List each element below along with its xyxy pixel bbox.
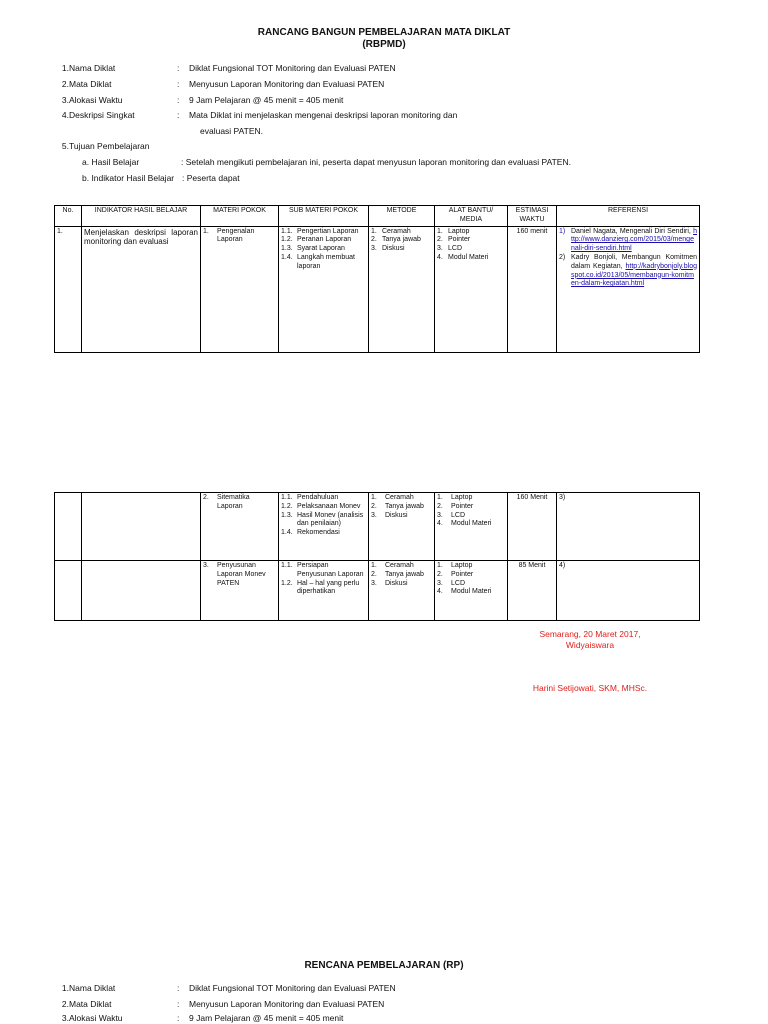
document-title: RANCANG BANGUN PEMBELAJARAN MATA DIKLAT xyxy=(257,27,511,38)
header-materi-pokok: MATERI POKOK xyxy=(201,206,279,227)
rbpmd-table xyxy=(54,205,700,353)
cell-estimasi-waktu: 160 Menit xyxy=(508,493,557,561)
rbpmd-table-continued xyxy=(54,492,700,621)
cell-no xyxy=(55,561,82,621)
cell-indikator xyxy=(82,561,201,621)
table-header-row xyxy=(55,206,700,227)
cell-no: 1. xyxy=(55,226,82,352)
deskripsi-continuation: evaluasi PATEN. xyxy=(200,126,263,136)
header-sub-materi: SUB MATERI POKOK xyxy=(279,206,369,227)
cell-estimasi-waktu: 85 Menit xyxy=(508,561,557,621)
reference-1-link[interactable]: http://www.danzierg.com/2015/03/mengenali-diri-sendiri.html xyxy=(571,227,698,253)
cell-estimasi-waktu: 160 menit xyxy=(508,226,557,352)
table-row xyxy=(55,561,700,621)
cell-sub-materi: 1.1. Pendahuluan 1.2. Pelaksanaan Monev 1.3. Hasil Monev (analisis dan penilaian) 1.4. Rekomendasi xyxy=(279,493,369,561)
header-no: No. xyxy=(55,206,82,227)
header-metode: METODE xyxy=(369,206,435,227)
reference-2-link[interactable]: http://kadrybonjoly.blogspot.co.id/2013/05/membangun-komitmen-dalam-kegiatan.html xyxy=(571,262,697,288)
cell-referensi xyxy=(557,226,700,352)
header-alat-bantu: ALAT BANTU/ MEDIA xyxy=(435,206,508,227)
reference-2: 2) Kadry Bonjoli, Membangun Komitmen dalam Kegiatan, http://kadrybonjoly.blogspot.co.id/2013/05/membangun-komitmen-dalam-kegiatan.html xyxy=(559,253,697,288)
cell-sub-materi: 1.1. Persiapan Penyusunan Laporan 1.2. Hal – hal yang perlu diperhatikan xyxy=(279,561,369,621)
cell-metode: 1. Ceramah 2. Tanya jawab 3. Diskusi xyxy=(369,493,435,561)
table-row xyxy=(55,226,700,352)
cell-indikator: Menjelaskan deskripsi laporan monitoring dan evaluasi xyxy=(82,226,201,352)
cell-referensi: 3) xyxy=(557,493,700,561)
signature-role: Widyaiswara xyxy=(565,640,615,650)
cell-indikator xyxy=(82,493,201,561)
table-row xyxy=(55,493,700,561)
rp-title: RENCANA PEMBELAJARAN (RP) xyxy=(304,960,464,971)
document-subtitle: (RBPMD) xyxy=(362,39,406,50)
signature-name: Harini Setijowati, SKM, MHSc. xyxy=(532,683,648,693)
header-indikator: INDIKATOR HASIL BELAJAR xyxy=(82,206,201,227)
cell-metode: 1. Ceramah 2. Tanya jawab 3. Diskusi xyxy=(369,226,435,352)
cell-referensi: 4) xyxy=(557,561,700,621)
cell-materi: 2. Sitematika Laporan xyxy=(201,493,279,561)
cell-alat-bantu: 1. Laptop 2. Pointer 3. LCD 4. Modul Materi xyxy=(435,493,508,561)
cell-sub-materi: 1.1. Pengertian Laporan 1.2. Peranan Laporan 1.3. Syarat Laporan 1.4. Langkah membuat laporan xyxy=(279,226,369,352)
signature-place-date: Semarang, 20 Maret 2017, xyxy=(539,629,641,639)
cell-no xyxy=(55,493,82,561)
cell-alat-bantu: 1. Laptop 2. Pointer 3. LCD 4. Modul Materi xyxy=(435,226,508,352)
hasil-belajar-value: : Setelah mengikuti pembelajaran ini, peserta dapat menyusun laporan monitoring dan evaluasi PATEN. xyxy=(181,157,571,167)
reference-1: 1) Daniel Nagata, Mengenali Diri Sendiri, http://www.danzierg.com/2015/03/mengenali-diri-sendiri.html xyxy=(559,227,698,253)
cell-materi: 1. Pengenalan Laporan xyxy=(201,226,279,352)
header-estimasi-waktu: ESTIMASI WAKTU xyxy=(508,206,557,227)
hasil-belajar-label: a. Hasil Belajar xyxy=(82,157,140,167)
header-referensi: REFERENSI xyxy=(557,206,700,227)
cell-alat-bantu: 1. Laptop 2. Pointer 3. LCD 4. Modul Materi xyxy=(435,561,508,621)
indikator-value: : Peserta dapat xyxy=(182,173,240,183)
cell-metode: 1. Ceramah 2. Tanya jawab 3. Diskusi xyxy=(369,561,435,621)
cell-materi: 3. Penyusunan Laporan Monev PATEN xyxy=(201,561,279,621)
indikator-label: b. Indikator Hasil Belajar xyxy=(82,173,175,183)
